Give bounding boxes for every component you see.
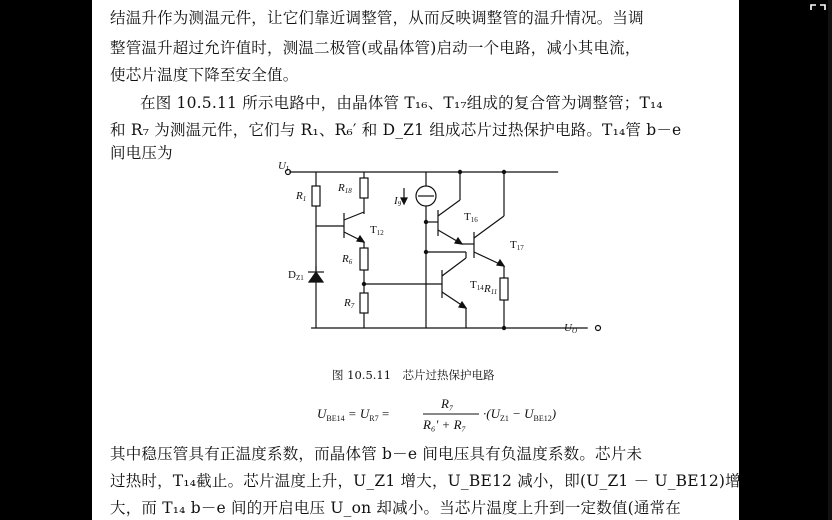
r1-resistor [312,186,320,206]
text-line-8: 过热时，T₁₄截止。芯片温度上升，U_Z1 增大，U_BE12 减小，即(U_Z1 － U_BE12)增 [110,472,741,490]
text-line-3: 使芯片温度下降至安全值。 [110,66,299,84]
formula-denominator: R₆′ + R₇ [423,417,467,432]
protection-circuit-diagram [278,158,578,348]
label-r7: R7 [344,297,355,310]
label-ui: UI [278,160,289,173]
svg-text:UBE14 = UR7 =: $U_{BE14} = U_{R7}$ = [317,406,390,423]
formula-numerator: R₇ [441,396,454,411]
text-line-5: 和 R₇ 为测温元件，它们与 R₁、R₆′ 和 D_Z1 组成芯片过热保护电路。T₁₄管 b－e [110,121,682,139]
label-t16: T16 [464,211,478,224]
output-terminal [596,326,601,331]
text-line-4: 在图 10.5.11 所示电路中，由晶体管 T₁₆、T₁₇组成的复合管为调整管；T₁₄ [140,94,663,112]
label-r11: R11 [484,283,498,296]
text-line-2: 整管温升超过允许值时，测温二极管(或晶体管)启动一个电路，减小其电流， [110,39,641,57]
label-r6: R6 [342,253,353,266]
r11-resistor [500,278,508,300]
label-t14: T14 [470,279,484,292]
book-page[interactable] [92,0,739,520]
label-t17: T17 [510,239,524,252]
fullscreen-corner-icon[interactable] [810,4,826,20]
text-line-7: 其中稳压管具有正温度系数，而晶体管 b－e 间电压具有负温度系数。芯片未 [110,445,643,463]
label-i9: I9 [394,195,402,208]
text-line-1: 结温升作为测温元件，让它们靠近调整管，从而反映调整管的温升情况。当调 [110,9,644,27]
label-r18: R18 [338,182,352,195]
svg-text:·(UZ1 − UBE12): $\cdot(U_{Z1} - U_{BE12})$ [483,406,557,423]
formula-ube14 [317,392,637,436]
r18-resistor [360,178,368,198]
label-t12: T12 [370,224,384,237]
figure-caption: 图 10.5.11 芯片过热保护电路 [332,368,495,382]
label-dz1: DZ1 [288,269,304,282]
scrollbar[interactable] [828,0,832,520]
label-uo: UO [564,322,578,335]
label-r1: R1 [296,190,307,203]
text-line-9: 大，而 T₁₄ b－e 间的开启电压 U_on 却减小。当芯片温度上升到一定数值(通常在 [110,499,681,517]
r7-resistor [360,293,368,313]
r6-resistor [360,248,368,270]
zener-diode-icon [309,272,323,282]
text-line-6: 间电压为 [110,144,173,162]
